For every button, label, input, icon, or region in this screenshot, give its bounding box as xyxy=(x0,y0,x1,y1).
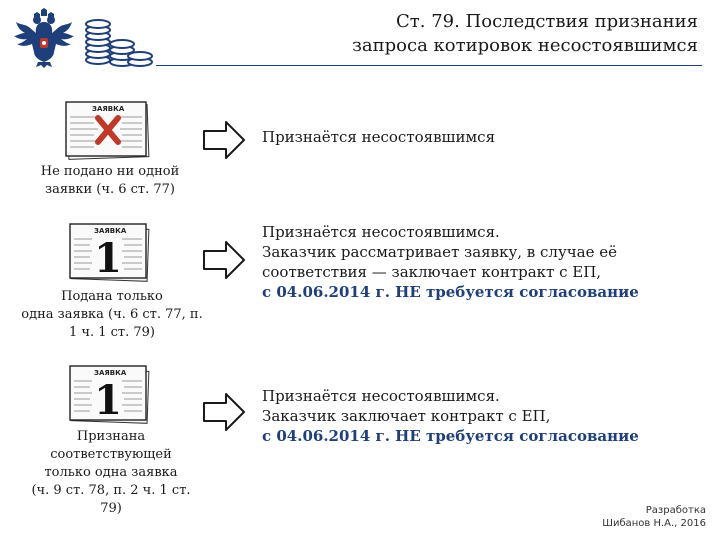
application-card-compliant xyxy=(68,364,152,426)
outcome-line: Заказчик заключает контракт с ЕП, xyxy=(262,407,551,425)
condition-one-compliant xyxy=(8,428,214,518)
card-number: 1 xyxy=(94,235,122,282)
page-title xyxy=(218,10,698,58)
outcome-no-applications xyxy=(262,127,495,147)
condition-line: 1 ч. 1 ст. 79) xyxy=(68,325,156,340)
outcome-line: Заказчик рассматривает заявку, в случае её xyxy=(262,243,618,261)
outcome-emphasis: с 04.06.2014 г. НЕ требуется согласование xyxy=(262,427,639,445)
author-credit-line-2: Шибанов Н.А., 2016 xyxy=(602,518,706,529)
arrow-right-icon xyxy=(202,240,246,280)
header xyxy=(0,0,720,70)
arrow-right-icon xyxy=(202,120,246,160)
outcome-one-compliant xyxy=(262,386,639,446)
condition-line: соответствующей xyxy=(50,447,172,462)
application-card-one xyxy=(68,222,152,284)
page-title-line-2: запроса котировок несостоявшимся xyxy=(352,35,698,56)
outcome-one-application xyxy=(262,222,639,302)
coin-stacks-icon xyxy=(80,10,156,68)
outcome-line: Признаётся несостоявшимся xyxy=(262,128,496,146)
condition-line: одна заявка (ч. 6 ст. 77, п. xyxy=(21,307,203,322)
outcome-line: Признаётся несостоявшимся. xyxy=(262,223,500,241)
condition-one-application xyxy=(6,288,218,342)
card-label: ЗАЯВКА xyxy=(94,227,127,235)
outcome-line: соответствия — заключает контракт с ЕП, xyxy=(262,263,602,281)
outcome-emphasis: с 04.06.2014 г. НЕ требуется согласование xyxy=(262,283,639,301)
condition-line: Признана xyxy=(76,429,146,444)
application-card-rejected xyxy=(64,100,152,162)
condition-line: заявки (ч. 6 ст. 77) xyxy=(45,182,175,197)
author-credit xyxy=(602,504,706,530)
card-number: 1 xyxy=(94,377,122,424)
condition-line: (ч. 9 ст. 78, п. 2 ч. 1 ст. xyxy=(31,483,191,498)
condition-line: только одна заявка xyxy=(44,465,178,480)
condition-line: Подана только xyxy=(61,289,163,304)
condition-line: Не подано ни одной xyxy=(40,164,180,179)
condition-no-applications xyxy=(10,163,210,199)
arrow-right-icon xyxy=(202,392,246,432)
card-label: ЗАЯВКА xyxy=(92,105,125,113)
title-rule xyxy=(156,65,702,66)
author-credit-line-1: Разработка xyxy=(645,505,706,516)
condition-line: 79) xyxy=(100,501,122,516)
outcome-line: Признаётся несостоявшимся. xyxy=(262,387,500,405)
page-title-line-1: Ст. 79. Последствия признания xyxy=(396,11,698,32)
card-label: ЗАЯВКА xyxy=(94,369,127,377)
double-headed-eagle-icon xyxy=(8,8,80,68)
